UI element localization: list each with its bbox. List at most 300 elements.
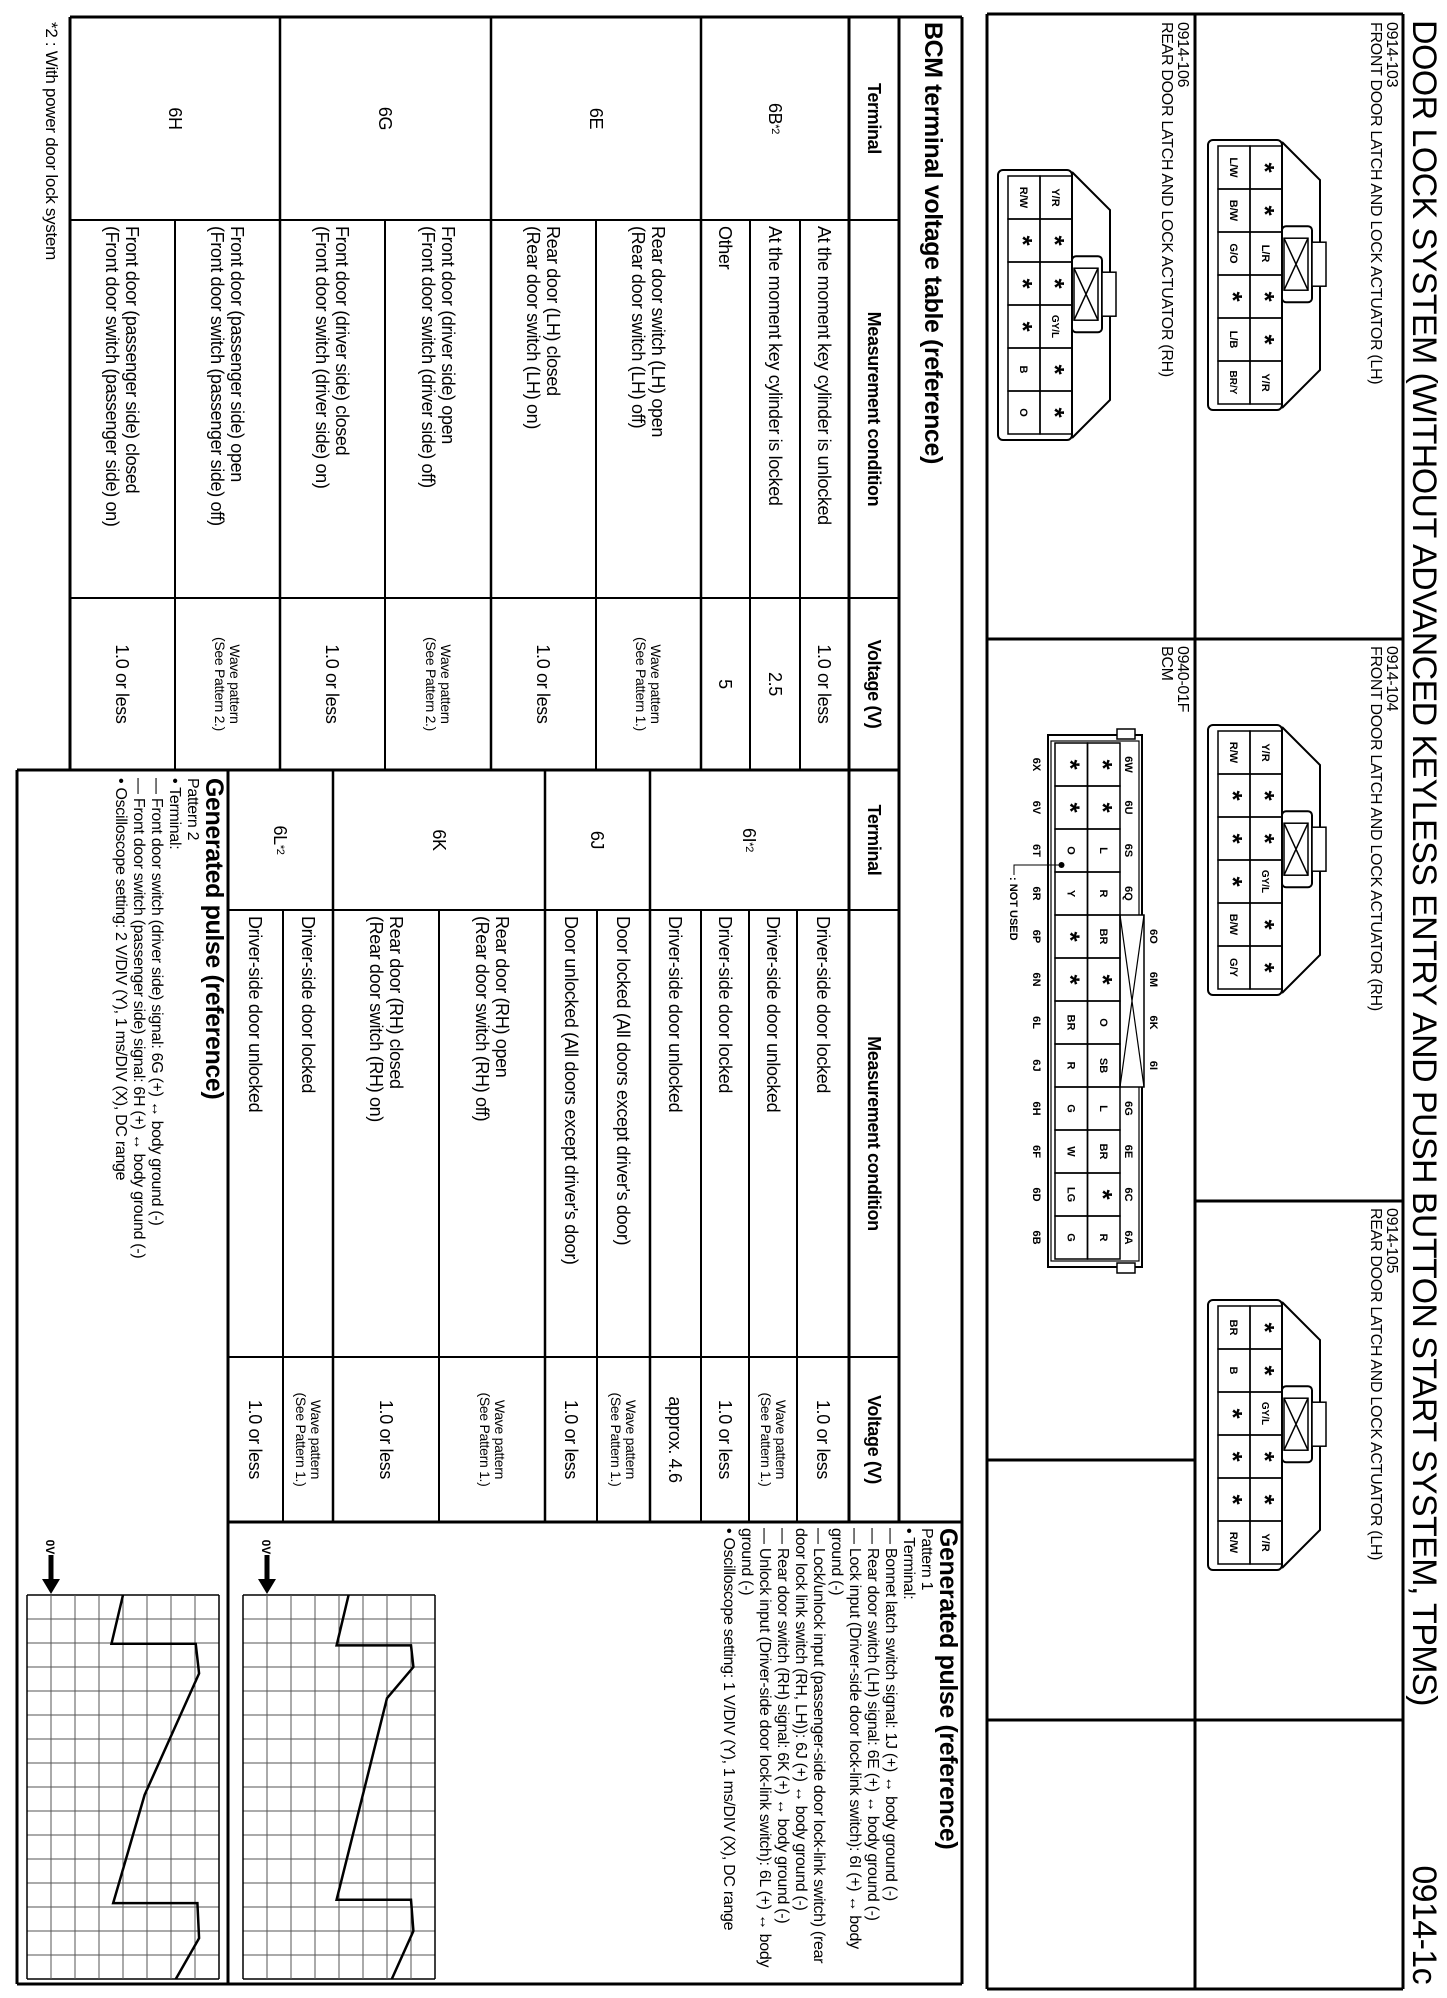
- connector-flange: [1117, 1263, 1135, 1273]
- connector-pin-cell: [1088, 1044, 1121, 1087]
- zero-volt-label: 0V: [43, 1539, 57, 1555]
- pattern2-oscilloscope-graph: [27, 1540, 219, 1979]
- connector-pin-cell: [1218, 275, 1250, 318]
- connector-pin-cell: [1250, 1306, 1282, 1349]
- connector-housing: [1072, 172, 1110, 438]
- wire-color-label: G/O: [1227, 243, 1239, 264]
- latch-cross-icon: [1074, 268, 1098, 320]
- condition-cell: Door locked (All doors except driver's door): [613, 916, 634, 1246]
- condition-cell: Front door (passenger side) closed (Front door switch (passenger side) on): [102, 226, 143, 527]
- connector-housing: [1208, 1300, 1282, 1570]
- condition-cell: Front door (driver side) closed (Front door switch (driver side) on): [312, 226, 353, 489]
- connector-pin-cell: [1055, 958, 1088, 1001]
- voltage-table-title: BCM terminal voltage table (reference): [919, 22, 947, 464]
- connector-pin-cell: [1250, 731, 1282, 774]
- terminal-id: 6I: [739, 827, 760, 843]
- voltage-value: [813, 1400, 833, 1479]
- unused-pin-mark: *: [1250, 1365, 1280, 1376]
- condition-cell: Rear door (RH) open (Rear door switch (RH) off): [472, 916, 512, 1122]
- wire-color-label: BR: [1227, 1319, 1239, 1336]
- connector-pin-cell: [1218, 731, 1250, 774]
- voltage-value: [765, 672, 785, 696]
- connector-latch: [1072, 256, 1102, 332]
- wire-color-label: GY/L: [1049, 314, 1060, 339]
- connector-pin-cell: [1088, 872, 1121, 915]
- voltage-pattern-ref: (See Pattern 1.): [477, 1392, 493, 1487]
- voltage-text: Wave pattern: [623, 1399, 640, 1480]
- unused-pin-mark: *: [1250, 833, 1280, 844]
- connector-pin-cell: [1218, 1435, 1250, 1478]
- connector-pin-cell: [1250, 189, 1282, 232]
- connector-pin-cell: [1250, 817, 1282, 860]
- unused-pin-mark: *: [1087, 1189, 1118, 1200]
- pattern1-line: — Rear door switch (RH) signal: 6K (+) ↔ body ground (-): [774, 1528, 791, 1924]
- unused-pin-mark: *: [1218, 876, 1248, 887]
- pattern2-line: • Oscilloscope setting: 2 V/DIV (Y), 1 ms/DIV (X), DC range: [112, 778, 129, 1181]
- connector-pin-cell: [1008, 176, 1040, 219]
- connector-pin-cell: [1040, 176, 1072, 219]
- unused-pin-mark: *: [1055, 974, 1086, 985]
- zero-volt-arrow-icon: [258, 1579, 276, 1594]
- wire-color-label: B: [1227, 1366, 1239, 1375]
- pattern1-oscilloscope-graph: [243, 1540, 435, 1979]
- connector-name: REAR DOOR LATCH AND LOCK ACTUATOR (LH): [1367, 1208, 1384, 1561]
- connector-pin-cell: [1218, 1306, 1250, 1349]
- connector-housing: [1208, 140, 1282, 410]
- pin-number-label: 6A: [1122, 1230, 1134, 1245]
- voltage-value: [815, 644, 835, 723]
- connector-pin-cell: [1250, 946, 1282, 989]
- connector-latch: [1282, 1386, 1312, 1462]
- connector-code: 0914-106: [1174, 22, 1191, 88]
- connector-pin-cell: [1055, 872, 1088, 915]
- voltage-text: 1.0 or less: [322, 644, 343, 724]
- connector-latch: [1282, 811, 1312, 887]
- voltage-cell: [385, 598, 491, 770]
- connector-pin-cell: [1218, 817, 1250, 860]
- condition-cell: Driver-side door locked: [298, 916, 318, 1094]
- pattern2-heading: Generated pulse (reference): [200, 778, 228, 1100]
- unused-pin-mark: *: [1218, 291, 1248, 302]
- unused-pin-mark: *: [1218, 833, 1248, 844]
- pin-number-label: 6J: [1030, 1059, 1042, 1072]
- voltage-value: [213, 637, 243, 731]
- terminal-footnote-mark: *2: [274, 844, 287, 855]
- connector-code: 0914-103: [1383, 22, 1400, 88]
- voltage-cell: [283, 1357, 333, 1522]
- pin-number-label: 6K: [1147, 1015, 1159, 1030]
- voltage-text: Wave pattern: [227, 644, 244, 724]
- connector-latch: [1120, 915, 1144, 1087]
- latch-cross-icon: [1284, 823, 1308, 875]
- wire-color-label: G: [1064, 1104, 1077, 1113]
- unused-pin-mark: *: [1250, 962, 1280, 973]
- voltage-text: Wave pattern: [438, 644, 454, 724]
- voltage-value: [113, 644, 133, 723]
- connector-flange: [1117, 729, 1135, 739]
- pin-number-label: 6H: [1030, 1101, 1042, 1116]
- voltage-value: [758, 1392, 788, 1486]
- wire-color-label: BR: [1096, 928, 1109, 945]
- wire-color-label: O: [1017, 408, 1029, 417]
- pin-number-label: 6V: [1030, 800, 1042, 815]
- pattern2-line: • Terminal:: [166, 778, 183, 850]
- connector-pin-cell: [1250, 318, 1282, 361]
- voltage-value: [534, 644, 554, 723]
- terminal-cell: [228, 770, 333, 910]
- connector-pin-cell: [1040, 348, 1072, 391]
- connector-pin-cell: [1088, 1130, 1121, 1173]
- voltage-cell: [701, 598, 750, 770]
- pattern2-name: Pattern 2: [184, 778, 201, 841]
- unused-pin-mark: *: [1040, 407, 1070, 418]
- condition-cell: Other: [715, 226, 736, 270]
- voltage-cell: [70, 598, 175, 770]
- pattern1-heading: Generated pulse (reference): [934, 1528, 962, 1850]
- pattern1-name: Pattern 1: [918, 1528, 935, 1591]
- zero-volt-label: 0V: [259, 1539, 273, 1555]
- terminal-cell: [70, 17, 280, 220]
- connector-pin-cell: [1055, 786, 1088, 829]
- connector-pin-cell: [1055, 1087, 1088, 1130]
- unused-pin-mark: *: [1008, 278, 1038, 289]
- voltage-text: Wave pattern: [648, 644, 665, 724]
- voltage-cell: [545, 1357, 597, 1522]
- not-used-dot: [1059, 862, 1065, 868]
- latch-cross-icon: [1120, 915, 1144, 1087]
- terminal-footnote-mark: *2: [769, 124, 781, 135]
- condition-cell: Front door (driver side) open (Front door switch (driver side) off): [418, 226, 458, 488]
- connector-pin-cell: [1218, 1349, 1250, 1392]
- connector-pin-cell: [1040, 305, 1072, 348]
- pin-number-label: 6N: [1030, 972, 1042, 987]
- condition-cell: Driver-side door locked: [715, 916, 735, 1094]
- connector-pin-cell: [1088, 958, 1121, 1001]
- voltage-pattern-ref: (See Pattern 2.): [212, 636, 229, 732]
- connector-housing: [1282, 1302, 1320, 1568]
- connector-pin-cell: [1250, 903, 1282, 946]
- wire-color-label: W: [1064, 1146, 1077, 1157]
- connector-pin-cell: [1250, 232, 1282, 275]
- terminal-cell: [701, 17, 849, 220]
- door-connector-0914-105: [1208, 1300, 1326, 1570]
- connector-name: FRONT DOOR LATCH AND LOCK ACTUATOR (LH): [1367, 22, 1384, 385]
- connector-pin-cell: [1088, 1216, 1121, 1259]
- pin-number-label: 6S: [1122, 843, 1134, 858]
- connector-pin-cell: [1008, 391, 1040, 434]
- pin-number-label: 6O: [1147, 929, 1159, 944]
- connector-housing: [998, 170, 1072, 440]
- unused-pin-mark: *: [1008, 321, 1038, 332]
- connector-housing: [1282, 142, 1320, 408]
- connector-pin-cell: [1055, 743, 1088, 786]
- wire-color-label: Y/R: [1259, 743, 1271, 762]
- voltage-value: [293, 1392, 323, 1486]
- voltage-cell: [228, 1357, 283, 1522]
- voltage-cell: [491, 598, 596, 770]
- waveform-trace: [337, 1595, 414, 1979]
- wire-color-label: R/W: [1227, 1531, 1239, 1554]
- unused-pin-mark: *: [1087, 974, 1118, 985]
- unused-pin-mark: *: [1250, 1494, 1280, 1505]
- terminal-id: 6G: [375, 106, 396, 131]
- voltage-text: 5: [715, 679, 736, 689]
- connector-latch-tab: [1312, 242, 1326, 286]
- unused-pin-mark: *: [1218, 1408, 1248, 1419]
- wire-color-label: R/W: [1017, 186, 1029, 209]
- connector-pin-cell: [1008, 348, 1040, 391]
- connector-latch-tab: [1312, 1402, 1326, 1446]
- unused-pin-mark: *: [1040, 235, 1070, 246]
- unused-pin-mark: *: [1087, 759, 1118, 770]
- connector-pin-cell: [1088, 743, 1121, 786]
- connector-latch-tab: [1312, 827, 1326, 871]
- unused-pin-mark: *: [1250, 205, 1280, 216]
- door-connector-0914-104: [1208, 725, 1326, 995]
- voltage-cell: [333, 1357, 439, 1522]
- connector-pin-cell: [1250, 1392, 1282, 1435]
- unused-pin-mark: *: [1008, 235, 1038, 246]
- voltage-cell: [797, 1357, 849, 1522]
- connector-pin-cell: [1088, 829, 1121, 872]
- connector-pin-cell: [1008, 305, 1040, 348]
- pattern2-line: — Front door switch (driver side) signal: 6G (+) ↔ body ground (-): [148, 778, 165, 1226]
- voltage-text: 1.0 or less: [561, 1399, 581, 1480]
- pin-number-label: 6R: [1030, 886, 1042, 901]
- connector-latch-tab: [1102, 272, 1116, 316]
- voltage-text: 1.0 or less: [813, 1399, 833, 1480]
- connector-pin-cell: [1008, 219, 1040, 262]
- terminal-cell: [280, 17, 491, 220]
- connector-pin-cell: [1218, 1478, 1250, 1521]
- terminal-id: 6J: [587, 830, 608, 850]
- wire-color-label: G/Y: [1227, 958, 1239, 977]
- unused-pin-mark: *: [1218, 1494, 1248, 1505]
- connector-latch: [1282, 226, 1312, 302]
- connector-housing: [1208, 725, 1282, 995]
- connector-pin-cell: [1250, 1435, 1282, 1478]
- door-connector-0914-103: [1208, 140, 1326, 410]
- voltage-cell: [280, 598, 385, 770]
- voltage-value: [376, 1400, 396, 1479]
- connector-pin-cell: [1055, 1173, 1088, 1216]
- voltage-pattern-ref: (See Pattern 1.): [293, 1392, 309, 1487]
- voltage-text: Wave pattern: [308, 1399, 324, 1480]
- voltage-value: [423, 637, 453, 731]
- wire-color-label: GY/L: [1259, 1401, 1270, 1426]
- header-voltage: Voltage (V): [864, 639, 884, 729]
- connector-pin-cell: [1088, 1173, 1121, 1216]
- connector-pin-cell: [1250, 275, 1282, 318]
- page-title: DOOR LOCK SYSTEM (WITHOUT ADVANCED KEYLESS ENTRY AND PUSH BUTTON START SYSTEM, TPMS): [1405, 20, 1443, 1706]
- pattern1-line: • Terminal:: [900, 1528, 917, 1600]
- wire-color-label: SB: [1096, 1057, 1109, 1074]
- wire-color-label: O: [1096, 1018, 1109, 1027]
- condition-cell: Rear door (LH) closed (Rear door switch (LH) on): [523, 226, 564, 429]
- condition-cell: Driver-side door unlocked: [245, 916, 266, 1113]
- connector-pin-cell: [1055, 829, 1088, 872]
- voltage-value: [246, 1400, 266, 1479]
- latch-cross-icon: [1284, 1398, 1308, 1450]
- condition-cell: Driver-side door unlocked: [763, 916, 783, 1113]
- pattern2-line: — Front door switch (passenger side) signal: 6H (+) ↔ body ground (-): [130, 778, 147, 1259]
- unused-pin-mark: *: [1250, 919, 1280, 930]
- wire-color-label: BR: [1096, 1143, 1109, 1160]
- unused-pin-mark: *: [1040, 364, 1070, 375]
- waveform-trace: [111, 1595, 199, 1979]
- unused-pin-mark: *: [1087, 802, 1118, 813]
- pin-number-label: 6I: [1147, 1060, 1159, 1071]
- voltage-pattern-ref: (See Pattern 1.): [758, 1392, 774, 1487]
- voltage-cell: [439, 1357, 545, 1522]
- wire-color-label: Y: [1064, 889, 1077, 898]
- voltage-value: [715, 1400, 735, 1479]
- unused-pin-mark: *: [1250, 1322, 1280, 1333]
- terminal-cell: [545, 770, 650, 910]
- connector-pin-cell: [1218, 946, 1250, 989]
- voltage-pattern-ref: (See Pattern 1.): [608, 1392, 625, 1487]
- connector-pin-cell: [1218, 361, 1250, 404]
- connector-pin-cell: [1218, 1521, 1250, 1564]
- latch-cross-icon: [1284, 238, 1308, 290]
- connector-pin-cell: [1218, 318, 1250, 361]
- connector-pin-cell: [1088, 915, 1121, 958]
- wire-color-label: G: [1064, 1233, 1077, 1242]
- connector-pin-cell: [1250, 860, 1282, 903]
- wire-color-label: L: [1096, 1105, 1109, 1112]
- unused-pin-mark: *: [1040, 278, 1070, 289]
- pin-number-label: 6P: [1030, 929, 1042, 944]
- wire-color-label: R: [1096, 889, 1109, 898]
- pattern1-line: — Bonnet latch switch signal: 1J (+) ↔ body ground (-): [882, 1528, 899, 1901]
- pattern1-description: [719, 1528, 962, 1978]
- bcm-connector-code: 0940-01F: [1174, 646, 1191, 713]
- unused-pin-mark: *: [1250, 790, 1280, 801]
- connector-pin-cell: [1008, 262, 1040, 305]
- wire-color-label: O: [1064, 846, 1077, 855]
- terminal-cell: [333, 770, 545, 910]
- terminal-id: 6L: [270, 825, 291, 845]
- condition-cell: Front door (passenger side) open (Front door switch (passenger side) off): [207, 226, 248, 526]
- pin-number-label: 6Q: [1122, 886, 1134, 901]
- unused-pin-mark: *: [1218, 790, 1248, 801]
- condition-cell: Rear door switch (LH) open (Rear door switch (LH) off): [628, 226, 669, 437]
- wire-color-label: Y/R: [1259, 373, 1271, 392]
- voltage-text: Wave pattern: [492, 1399, 508, 1480]
- connector-code: 0914-104: [1383, 646, 1400, 712]
- connector-pin-cell: [1218, 232, 1250, 275]
- voltage-cell: [175, 598, 280, 770]
- wire-color-label: B/W: [1227, 913, 1239, 936]
- pin-number-label: 6F: [1030, 1145, 1042, 1158]
- connector-pin-cell: [1250, 774, 1282, 817]
- unused-pin-mark: *: [1055, 931, 1086, 942]
- connector-pin-cell: [1218, 774, 1250, 817]
- voltage-text: 1.0 or less: [245, 1399, 266, 1480]
- header-measurement-condition: Measurement condition: [864, 311, 884, 507]
- unused-pin-mark: *: [1055, 759, 1086, 770]
- connector-pin-cell: [1218, 189, 1250, 232]
- connector-pin-cell: [1040, 219, 1072, 262]
- connector-pin-cell: [1250, 1521, 1282, 1564]
- wire-color-label: B/W: [1227, 199, 1239, 222]
- voltage-text: 1.0 or less: [715, 1399, 735, 1480]
- connector-pin-cell: [1250, 1478, 1282, 1521]
- unused-pin-mark: *: [1250, 334, 1280, 345]
- door-connector-0914-106: [998, 170, 1116, 440]
- pin-number-label: 6U: [1122, 800, 1134, 815]
- connector-code: 0914-105: [1383, 1208, 1400, 1274]
- voltage-text: 1.0 or less: [533, 644, 554, 724]
- latch-cross-icon: [1284, 823, 1308, 875]
- pin-number-label: 6G: [1122, 1101, 1134, 1116]
- not-used-label: : NOT USED: [1007, 877, 1019, 941]
- voltage-cell: [750, 598, 800, 770]
- terminal-id: 6H: [165, 107, 185, 130]
- voltage-text: 1.0 or less: [376, 1399, 396, 1480]
- connector-name: FRONT DOOR LATCH AND LOCK ACTUATOR (RH): [1367, 646, 1384, 1011]
- connector-name: REAR DOOR LATCH AND LOCK ACTUATOR (RH): [1158, 22, 1175, 377]
- header-terminal: Terminal: [864, 83, 884, 154]
- wire-color-label: BR: [1064, 1014, 1077, 1031]
- voltage-text: 1.0 or less: [814, 644, 835, 724]
- connector-pin-cell: [1250, 146, 1282, 189]
- footnote: *2 : With power door lock system: [42, 22, 61, 260]
- connector-housing: [1051, 741, 1139, 1261]
- connector-pin-cell: [1218, 903, 1250, 946]
- connector-pin-cell: [1250, 361, 1282, 404]
- connector-pin-cell: [1250, 1349, 1282, 1392]
- voltage-pattern-ref: (See Pattern 2.): [423, 636, 439, 732]
- wire-color-label: L: [1096, 847, 1109, 854]
- unused-pin-mark: *: [1055, 802, 1086, 813]
- pattern1-line: — Rear door switch (LH) signal: 6E (+) ↔ body ground (-): [864, 1528, 881, 1921]
- wire-color-label: GY/L: [1259, 869, 1270, 894]
- pin-number-label: 6X: [1030, 757, 1042, 772]
- voltage-value: [666, 1396, 686, 1482]
- pattern2-description: [111, 778, 228, 1478]
- pin-number-label: 6E: [1122, 1144, 1134, 1159]
- latch-cross-icon: [1284, 1398, 1308, 1450]
- connector-pin-cell: [1055, 1044, 1088, 1087]
- wire-color-label: L/B: [1227, 330, 1239, 349]
- connector-pin-cell: [1040, 262, 1072, 305]
- pin-number-label: 6B: [1030, 1230, 1042, 1245]
- bcm-connector-name: BCM: [1158, 646, 1175, 681]
- wire-color-label: B: [1017, 365, 1029, 374]
- pin-number-label: 6T: [1030, 844, 1042, 857]
- wire-color-label: R: [1096, 1233, 1109, 1242]
- wire-color-label: L/W: [1227, 157, 1239, 178]
- connector-pin-cell: [1055, 915, 1088, 958]
- connector-pin-cell: [1218, 860, 1250, 903]
- connector-pin-cell: [1088, 1087, 1121, 1130]
- voltage-text: Wave pattern: [773, 1399, 789, 1480]
- terminal-cell: [491, 17, 701, 220]
- connector-pin-cell: [1040, 391, 1072, 434]
- pin-number-label: 6M: [1147, 971, 1159, 988]
- pin-number-label: 6D: [1030, 1187, 1042, 1202]
- voltage-value: [477, 1392, 507, 1486]
- wire-color-label: LG: [1064, 1186, 1077, 1203]
- connector-pin-cell: [1055, 1001, 1088, 1044]
- voltage-cell: [749, 1357, 797, 1522]
- connector-housing: [1048, 735, 1142, 1267]
- connector-pin-cell: [1055, 1216, 1088, 1259]
- connector-pin-cell: [1088, 786, 1121, 829]
- voltage-value: [561, 1400, 581, 1479]
- unused-pin-mark: *: [1250, 1451, 1280, 1462]
